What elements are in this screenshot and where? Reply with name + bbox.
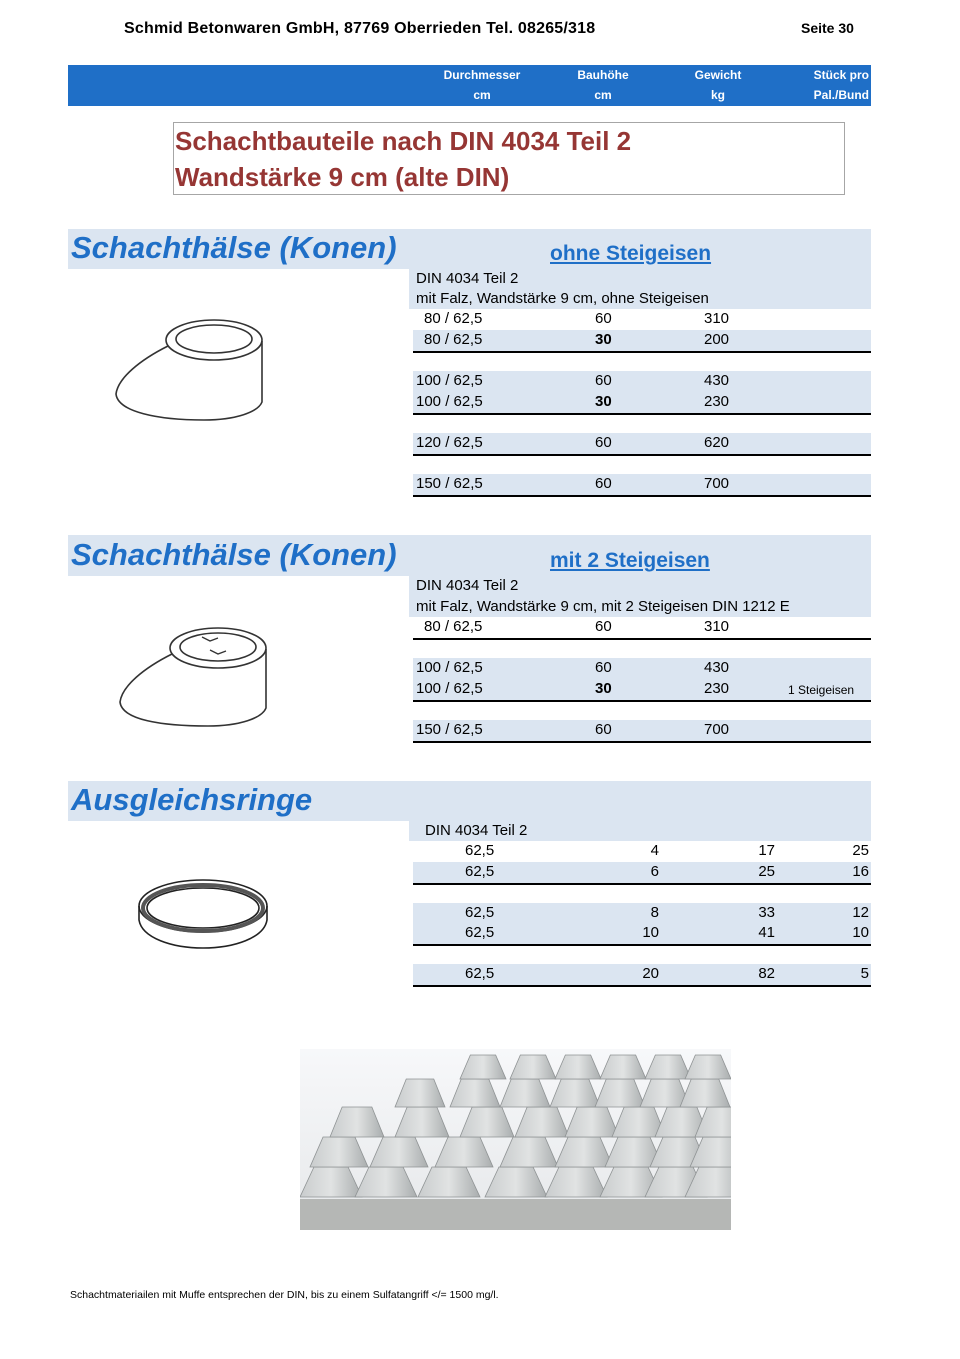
col-bauhoehe: Bauhöhe [577, 68, 629, 82]
section-2-subtitle: mit 2 Steigeisen [550, 549, 710, 572]
section-2-description: mit Falz, Wandstärke 9 cm, mit 2 Steigeisen DIN 1212 E [416, 598, 790, 615]
table-row: 80 / 62,5 60 310 [413, 309, 871, 332]
table-row: 62,5 10 41 10 [413, 923, 871, 946]
company-header: Schmid Betonwaren GmbH, 87769 Oberrieden Tel. 08265/318 [124, 20, 596, 37]
section-1-description: mit Falz, Wandstärke 9 cm, ohne Steigeisen [416, 290, 709, 307]
cone-with-steps-drawing [114, 612, 279, 732]
table-row [413, 699, 871, 722]
section-2-norm: DIN 4034 Teil 2 [416, 577, 519, 594]
section-2-title: Schachthälse (Konen) [71, 537, 397, 572]
col-bauhoehe-unit: cm [594, 88, 612, 102]
ring-drawing [128, 868, 278, 958]
table-row: 62,5 4 17 25 [413, 841, 871, 864]
row-note: 1 Steigeisen [788, 683, 855, 697]
footnote: Schachtmateriailen mit Muffe entsprechen der DIN, bis zu einem Sulfatangriff </= 1500 mg/l. [70, 1289, 499, 1301]
table-row: 62,5 8 33 12 [413, 903, 871, 926]
column-header-bar [68, 65, 871, 106]
section-1-title: Schachthälse (Konen) [71, 230, 397, 265]
table-row [413, 453, 871, 476]
table-row: 120 / 62,5 60 620 [413, 433, 871, 456]
table-row: 100 / 62,5 30 230 [413, 392, 871, 415]
table-row: 80 / 62,5 60 310 [413, 617, 871, 640]
table-row: 100 / 62,5 30 230 1 Steigeisen [413, 679, 871, 702]
table-row: 62,5 6 25 16 [413, 862, 871, 885]
page-number: Seite 30 [801, 20, 854, 36]
section-3-norm: DIN 4034 Teil 2 [425, 822, 528, 839]
product-photo [300, 1049, 731, 1230]
title-line-1: Schachtbauteile nach DIN 4034 Teil 2 [175, 126, 632, 156]
table-row: 100 / 62,5 60 430 [413, 371, 871, 394]
table-row: 150 / 62,5 60 700 [413, 720, 871, 743]
table-row [413, 882, 871, 905]
table-row [413, 412, 871, 435]
table-row: 80 / 62,5 30 200 [413, 330, 871, 353]
col-stueck-unit: Pal./Bund [813, 88, 869, 102]
table-row [413, 637, 871, 660]
table-row: 100 / 62,5 60 430 [413, 658, 871, 681]
col-durchmesser-unit: cm [473, 88, 491, 102]
section-1-norm: DIN 4034 Teil 2 [416, 270, 519, 287]
table-row: 150 / 62,5 60 700 [413, 474, 871, 497]
title-box [173, 122, 845, 195]
section-3-title: Ausgleichsringe [71, 782, 313, 817]
section-1-subtitle: ohne Steigeisen [550, 242, 712, 265]
col-gewicht: Gewicht [694, 68, 742, 82]
title-line-2: Wandstärke 9 cm (alte DIN) [175, 162, 510, 192]
table-row: 62,5 20 82 5 [413, 964, 871, 987]
col-gewicht-unit: kg [710, 88, 725, 102]
col-durchmesser: Durchmesser [443, 68, 521, 82]
col-stueck: Stück pro [813, 68, 869, 82]
cone-drawing [110, 308, 275, 428]
